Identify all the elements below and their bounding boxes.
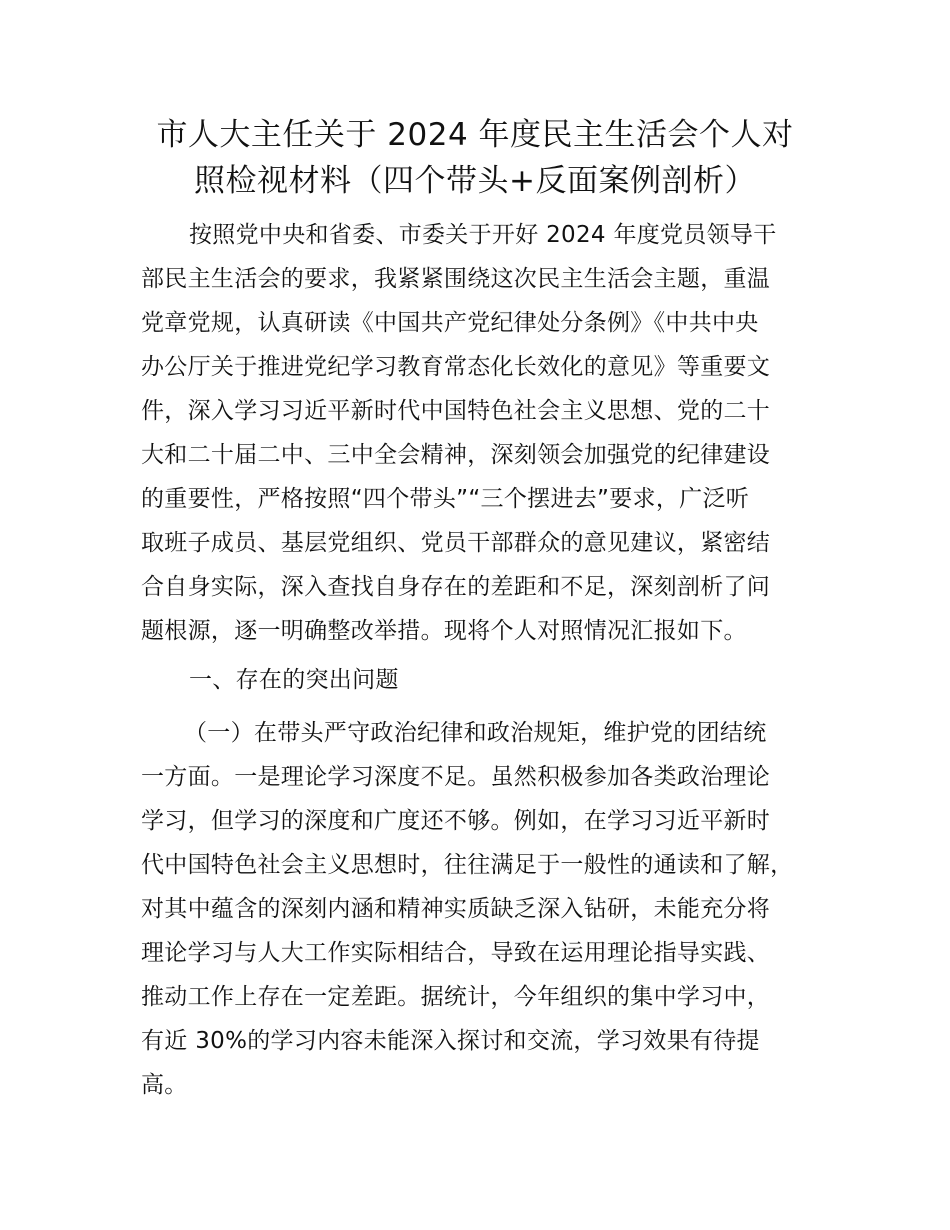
subsection-line-4: 代中国特色社会主义思想时，往往满足于一般性的通读和了解， (141, 852, 794, 878)
title-line-2: 照检视材料（四个带头+反面案例剖析） (194, 163, 756, 199)
intro-line-3: 党章党规，认真研读《中国共产党纪律处分条例》《中共中央 (141, 310, 759, 336)
intro-line-5: 件，深入学习习近平新时代中国特色社会主义思想、党的二十 (141, 398, 771, 424)
section-heading: 一、存在的突出问题 (189, 667, 399, 693)
intro-line-8: 取班子成员、基层党组织、党员干部群众的意见建议，紧密结 (141, 530, 771, 556)
intro-line-6: 大和二十届二中、三中全会精神，深刻领会加强党的纪律建设 (141, 442, 771, 468)
document-title (140, 112, 810, 204)
intro-line-7: 的重要性，严格按照“四个带头”“三个摆进去”要求，广泛听 (141, 486, 750, 512)
subsection-line-8: 有近 30%的学习内容未能深入探讨和交流，学习效果有待提 (141, 1028, 760, 1054)
subsection-line-7: 推动工作上存在一定差距。据统计，今年组织的集中学习中， (141, 984, 771, 1010)
intro-line-2: 部民主生活会的要求，我紧紧围绕这次民主生活会主题，重温 (141, 266, 771, 292)
subsection-line-3: 学习，但学习的深度和广度还不够。例如，在学习习近平新时 (141, 808, 771, 834)
intro-line-1: 按照党中央和省委、市委关于开好 2024 年度党员领导干 (189, 222, 777, 248)
intro-line-10: 题根源，逐一明确整改举措。现将个人对照情况汇报如下。 (141, 618, 747, 644)
subsection-line-6: 理论学习与人大工作实际相结合，导致在运用理论指导实践、 (141, 940, 771, 966)
subsection-line-9: 高。 (141, 1072, 188, 1098)
subsection-line-5: 对其中蕴含的深刻内涵和精神实质缺乏深入钻研，未能充分将 (141, 896, 771, 922)
title-line-1: 市人大主任关于 2024 年度民主生活会个人对 (156, 117, 794, 153)
subsection-line-2: 一方面。一是理论学习深度不足。虽然积极参加各类政治理论 (141, 764, 771, 790)
intro-line-9: 合自身实际，深入查找自身存在的差距和不足，深刻剖析了问 (141, 574, 771, 600)
intro-line-4: 办公厅关于推进党纪学习教育常态化长效化的意见》等重要文 (141, 354, 771, 380)
subsection-line-1: （一）在带头严守政治纪律和政治规矩，维护党的团结统 (184, 720, 767, 746)
